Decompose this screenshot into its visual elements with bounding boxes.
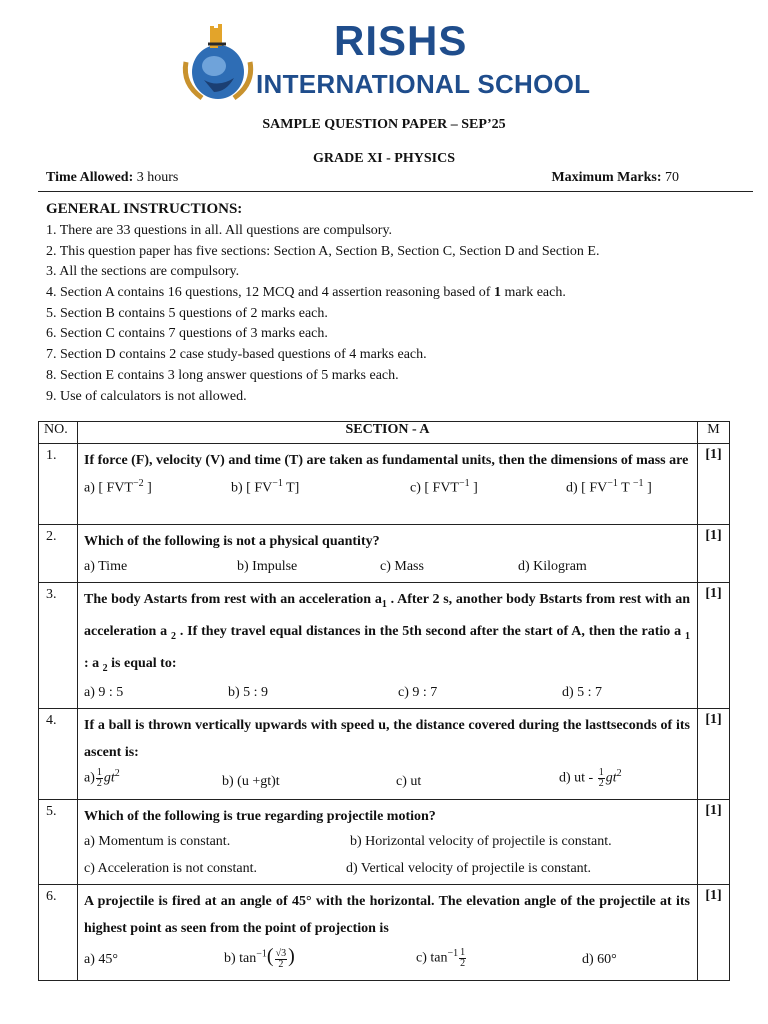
question-marks: [1] xyxy=(698,444,730,525)
question-options xyxy=(84,830,690,857)
option-b: b) [ $FV^{-1}$ T] xyxy=(231,478,300,496)
col-no-header: NO. xyxy=(39,422,78,444)
question-number: 3. xyxy=(39,583,78,709)
paper-title: SAMPLE QUESTION PAPER – SEP’25 xyxy=(262,117,506,132)
question-cell xyxy=(78,800,698,885)
question-number: 6. xyxy=(39,885,78,981)
instruction-item: 2. This question paper has five sections: Section A, Section B, Section C, Section D and Section E. xyxy=(46,243,600,259)
grade-title: GRADE XI - PHYSICS xyxy=(313,151,455,166)
instruction-item-tail: mark each. xyxy=(500,285,566,301)
question-options xyxy=(84,766,690,799)
option-b: b) Impulse xyxy=(237,559,298,574)
option-c: c) $\tan^{-1}$ $\frac{1}{2}$ xyxy=(416,947,466,970)
option-a: a) Momentum is constant. xyxy=(84,834,231,850)
question-marks: [1] xyxy=(698,885,730,981)
option-c: c) Mass xyxy=(380,559,424,574)
option-c: c) ut xyxy=(396,774,422,790)
question-marks: [1] xyxy=(698,800,730,885)
instruction-item: 8. Section E contains 3 long answer questions of 5 marks each. xyxy=(46,367,399,383)
question-text: The body Astarts from rest with an acceleration $a_1$ . After 2 s, another body Bstarts from rest with an acceleration a $_2$ . If they travel equal distances in the 5th second after the start of A, then the ratio a $_1$ : a $_2$ is equal to: xyxy=(84,592,691,674)
instructions-heading: GENERAL INSTRUCTIONS: xyxy=(46,201,243,217)
option-d: d) Vertical velocity of projectile is constant. xyxy=(346,861,592,877)
question-cell xyxy=(78,885,698,981)
question-options xyxy=(84,555,690,582)
option-a: a) Time xyxy=(84,559,128,574)
option-a: a) 9 : 5 xyxy=(84,685,124,701)
time-value: 3 hours xyxy=(133,170,179,185)
question-number: 2. xyxy=(39,525,78,583)
question-cell xyxy=(78,583,698,709)
question-marks: [1] xyxy=(698,525,730,583)
instruction-item-bold: 1 xyxy=(493,285,501,301)
section-a-table xyxy=(38,421,730,981)
question-marks: [1] xyxy=(698,583,730,709)
marks-label: Maximum Marks: xyxy=(551,170,662,185)
option-a: a) 45° xyxy=(84,952,118,968)
table-row xyxy=(39,583,730,709)
option-b: b) $\tan^{-1}$( $\frac{√3}{2}$ ) xyxy=(224,945,295,970)
question-options xyxy=(84,474,690,501)
table-row xyxy=(39,885,730,981)
question-options xyxy=(84,857,690,884)
time-label: Time Allowed: xyxy=(46,170,134,185)
question-text: Which of the following is not a physical quantity? xyxy=(84,534,380,549)
question-cell xyxy=(78,709,698,800)
table-row xyxy=(39,800,730,885)
instruction-item xyxy=(46,283,599,304)
question-number: 5. xyxy=(39,800,78,885)
instruction-item: 5. Section B contains 5 questions of 2 marks each. xyxy=(46,305,328,321)
option-a: a) $\frac{1}{2}$ $gt^2$ xyxy=(84,767,120,790)
option-a: a) [ $FVT^{-2}$ ] xyxy=(84,478,152,496)
instruction-item: 7. Section D contains 2 case study-based questions of 4 marks each. xyxy=(46,347,427,363)
option-d: d) [ $FV^{-1}$ T $^{-1}$ ] xyxy=(566,478,652,496)
section-header: SECTION - A xyxy=(78,422,698,444)
instruction-item: 6. Section C contains 7 questions of 3 marks each. xyxy=(46,326,328,342)
school-subtitle: INTERNATIONAL SCHOOL xyxy=(256,69,591,99)
table-header-row xyxy=(39,422,730,444)
school-name: RISHS xyxy=(334,17,468,64)
table-row xyxy=(39,444,730,525)
header-divider xyxy=(38,191,753,192)
question-cell xyxy=(78,525,698,583)
question-text: If a ball is thrown vertically upwards with speed u, the distance covered during the lasttseconds of its ascent is: xyxy=(84,718,690,761)
option-d: d) ut - $\frac{1}{2}$ $gt^2$ xyxy=(559,767,622,790)
option-d: d) 60° xyxy=(582,952,617,968)
question-cell xyxy=(78,444,698,525)
col-m-header: M xyxy=(698,422,730,444)
question-text: If force (F), velocity (V) and time (T) are taken as fundamental units, then the dimensions of mass are xyxy=(84,453,689,468)
question-options xyxy=(84,681,690,708)
option-c: c) [ $FVT^{-1}$ ] xyxy=(410,478,478,496)
instruction-item: 9. Use of calculators is not allowed. xyxy=(46,388,247,404)
instructions-list xyxy=(46,221,599,407)
question-options xyxy=(84,942,690,980)
question-text: A projectile is fired at an angle of 45° with the horizontal. The elevation angle of the projectile at its highest point as seen from the point of projection is xyxy=(84,894,690,937)
table-row xyxy=(39,709,730,800)
marks-value: 70 xyxy=(661,170,679,185)
option-b: b) (u +gt)t xyxy=(222,774,280,790)
instruction-item: 1. There are 33 questions in all. All questions are compulsory. xyxy=(46,223,393,238)
option-b: b) 5 : 9 xyxy=(228,685,269,701)
option-c: c) Acceleration is not constant. xyxy=(84,861,257,877)
time-allowed xyxy=(46,170,178,186)
instruction-item: 3. All the sections are compulsory. xyxy=(46,264,240,280)
instruction-item-text: 4. Section A contains 16 questions, 12 MCQ and 4 assertion reasoning based of xyxy=(46,285,494,301)
table-row xyxy=(39,525,730,583)
question-text: Which of the following is true regarding projectile motion? xyxy=(84,809,436,825)
option-c: c) 9 : 7 xyxy=(398,685,438,701)
option-b: b) Horizontal velocity of projectile is constant. xyxy=(350,834,612,850)
question-number: 4. xyxy=(39,709,78,800)
option-d: d) 5 : 7 xyxy=(562,685,603,701)
question-number: 1. xyxy=(39,444,78,525)
maximum-marks xyxy=(551,170,679,186)
question-marks: [1] xyxy=(698,709,730,800)
school-logo-globe-icon xyxy=(178,22,256,104)
option-d: d) Kilogram xyxy=(518,559,587,574)
